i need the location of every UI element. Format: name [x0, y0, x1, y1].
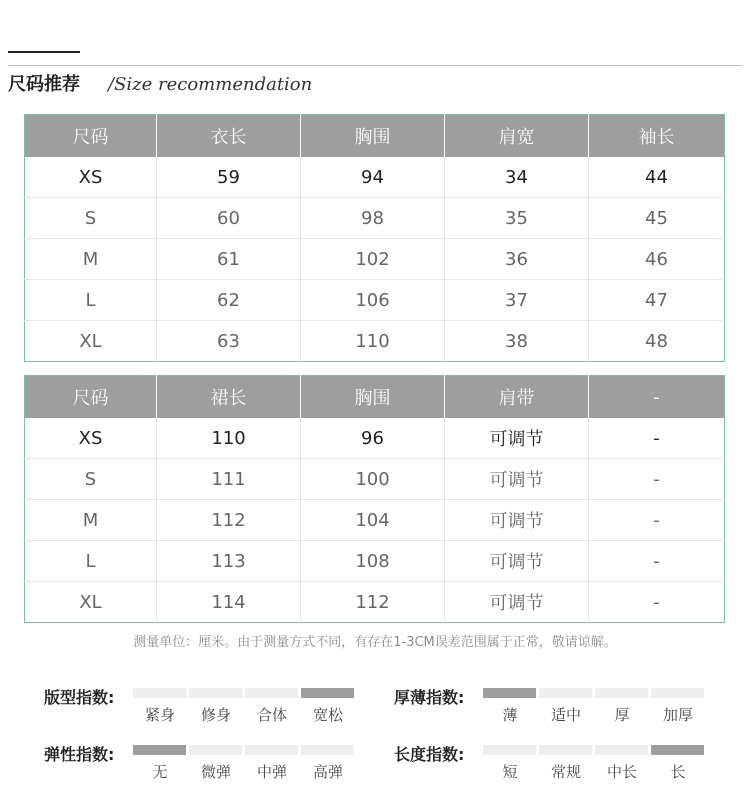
- thickness-option-label: 加厚: [662, 706, 693, 724]
- table-cell: 98: [301, 198, 445, 239]
- table-cell: 112: [157, 500, 301, 541]
- thickness-indicator-segment: [595, 688, 648, 698]
- table-header-row: [25, 376, 725, 419]
- header-cell: 胸围: [301, 376, 445, 419]
- section-subtitle: /Size recommendation: [108, 74, 313, 95]
- length-indicator-segment: [539, 745, 592, 755]
- elasticity-indicator-segment: [245, 745, 298, 755]
- elasticity-indicator-segment: [189, 745, 242, 755]
- table-cell: 104: [301, 500, 445, 541]
- table-row: [25, 500, 725, 541]
- table-row: [25, 459, 725, 500]
- length-option-label: 短: [502, 763, 518, 781]
- length-indicator-segment: [651, 745, 704, 755]
- table-cell: 59: [157, 157, 301, 198]
- table-cell: L: [25, 280, 157, 321]
- header-cell: 肩宽: [445, 115, 589, 158]
- table-cell: 102: [301, 239, 445, 280]
- table-cell: 110: [157, 418, 301, 459]
- elasticity-option-label: 中弹: [256, 763, 287, 781]
- table-cell: 可调节: [445, 418, 589, 459]
- fit-index-label: 版型指数:: [44, 688, 115, 707]
- size-table-top: [24, 114, 725, 362]
- header-cell: 尺码: [25, 376, 157, 419]
- thickness-option-label: 薄: [502, 706, 518, 724]
- elasticity-option-label: 高弹: [312, 763, 343, 781]
- table-cell: 108: [301, 541, 445, 582]
- table-cell: 36: [445, 239, 589, 280]
- elasticity-option-label: 无: [152, 763, 168, 781]
- table-cell: 62: [157, 280, 301, 321]
- table-cell: 可调节: [445, 541, 589, 582]
- table-cell: 63: [157, 321, 301, 362]
- length-index-scale: [482, 745, 706, 785]
- fit-option-label: 紧身: [144, 706, 175, 724]
- measurement-note: 测量单位：厘米。由于测量方式不同，有存在1-3CM误差范围属于正常，敬请谅解。: [133, 635, 617, 650]
- length-option-label: 常规: [550, 763, 581, 781]
- table-cell: S: [25, 198, 157, 239]
- length-option-label: 长: [670, 763, 686, 781]
- fit-option-label: 宽松: [312, 706, 343, 724]
- table-cell: 37: [445, 280, 589, 321]
- fit-index-scale: [132, 688, 356, 728]
- table-cell: 48: [645, 330, 668, 352]
- table-cell: 110: [301, 321, 445, 362]
- table-cell: -: [589, 459, 725, 500]
- table-cell: 112: [301, 582, 445, 623]
- table-cell: 可调节: [445, 500, 589, 541]
- table-row: [25, 198, 725, 239]
- table-cell: M: [25, 239, 157, 280]
- length-indicator-segment: [595, 745, 648, 755]
- table-cell: 45: [589, 198, 725, 239]
- table-cell: 111: [157, 459, 301, 500]
- table-cell: 96: [301, 418, 445, 459]
- table-cell: XL: [25, 582, 157, 623]
- table-cell: 106: [301, 280, 445, 321]
- table-cell: -: [589, 541, 725, 582]
- table-cell: 60: [157, 198, 301, 239]
- elasticity-indicator-segment: [133, 745, 186, 755]
- table-cell: 可调节: [445, 459, 589, 500]
- length-option-label: 中长: [606, 763, 637, 781]
- table-cell: M: [25, 500, 157, 541]
- header-divider: [8, 65, 742, 66]
- table-cell: 35: [445, 198, 589, 239]
- table-cell: 94: [301, 157, 445, 198]
- table-row: [25, 321, 725, 362]
- thickness-option-label: 厚: [614, 706, 630, 724]
- table-cell: 46: [589, 239, 725, 280]
- table-cell: L: [25, 541, 157, 582]
- table-cell: 113: [157, 541, 301, 582]
- header-cell: 衣长: [157, 115, 301, 158]
- header-accent-rule: [8, 51, 80, 53]
- table-cell: 114: [157, 582, 301, 623]
- table-cell: 100: [301, 459, 445, 500]
- fit-indicator-segment: [301, 688, 354, 698]
- table-cell: -: [589, 418, 725, 459]
- table-cell: -: [653, 591, 660, 613]
- fit-option-label: 合体: [256, 706, 287, 724]
- table-cell: 61: [157, 239, 301, 280]
- elasticity-option-label: 微弹: [200, 763, 231, 781]
- fit-indicator-segment: [189, 688, 242, 698]
- header-cell: 尺码: [25, 115, 157, 158]
- thickness-indicator-segment: [539, 688, 592, 698]
- table-row: [25, 239, 725, 280]
- length-indicator-segment: [483, 745, 536, 755]
- table-cell: S: [25, 459, 157, 500]
- table-row: [25, 157, 725, 198]
- header-cell: 肩带: [445, 376, 589, 419]
- table-cell: 可调节: [445, 582, 589, 623]
- thickness-index-scale: [482, 688, 706, 728]
- header-cell: -: [589, 376, 725, 419]
- thickness-indicator-segment: [651, 688, 704, 698]
- table-header-row: [25, 115, 725, 158]
- table-cell: XS: [25, 157, 157, 198]
- fit-indicator-segment: [245, 688, 298, 698]
- thickness-option-label: 适中: [550, 706, 581, 724]
- table-row: [25, 582, 725, 623]
- fit-option-label: 修身: [200, 706, 231, 724]
- thickness-index-label: 厚薄指数:: [394, 688, 465, 707]
- header-cell: 胸围: [301, 115, 445, 158]
- table-cell: XS: [25, 418, 157, 459]
- table-cell: XL: [25, 321, 157, 362]
- table-row: [25, 541, 725, 582]
- table-cell: 47: [589, 280, 725, 321]
- size-table-bottom: [24, 375, 725, 623]
- table-cell: 44: [589, 157, 725, 198]
- table-cell: 34: [445, 157, 589, 198]
- elasticity-index-scale: [132, 745, 356, 785]
- thickness-indicator-segment: [483, 688, 536, 698]
- table-row: [25, 418, 725, 459]
- length-index-label: 长度指数:: [394, 745, 465, 764]
- table-cell: 38: [445, 321, 589, 362]
- elasticity-indicator-segment: [301, 745, 354, 755]
- table-row: [25, 280, 725, 321]
- header-cell: 袖长: [589, 115, 725, 158]
- fit-indicator-segment: [133, 688, 186, 698]
- table-cell: -: [589, 500, 725, 541]
- header-cell: 裙长: [157, 376, 301, 419]
- section-title: 尺码推荐: [8, 74, 80, 95]
- elasticity-index-label: 弹性指数:: [44, 745, 115, 764]
